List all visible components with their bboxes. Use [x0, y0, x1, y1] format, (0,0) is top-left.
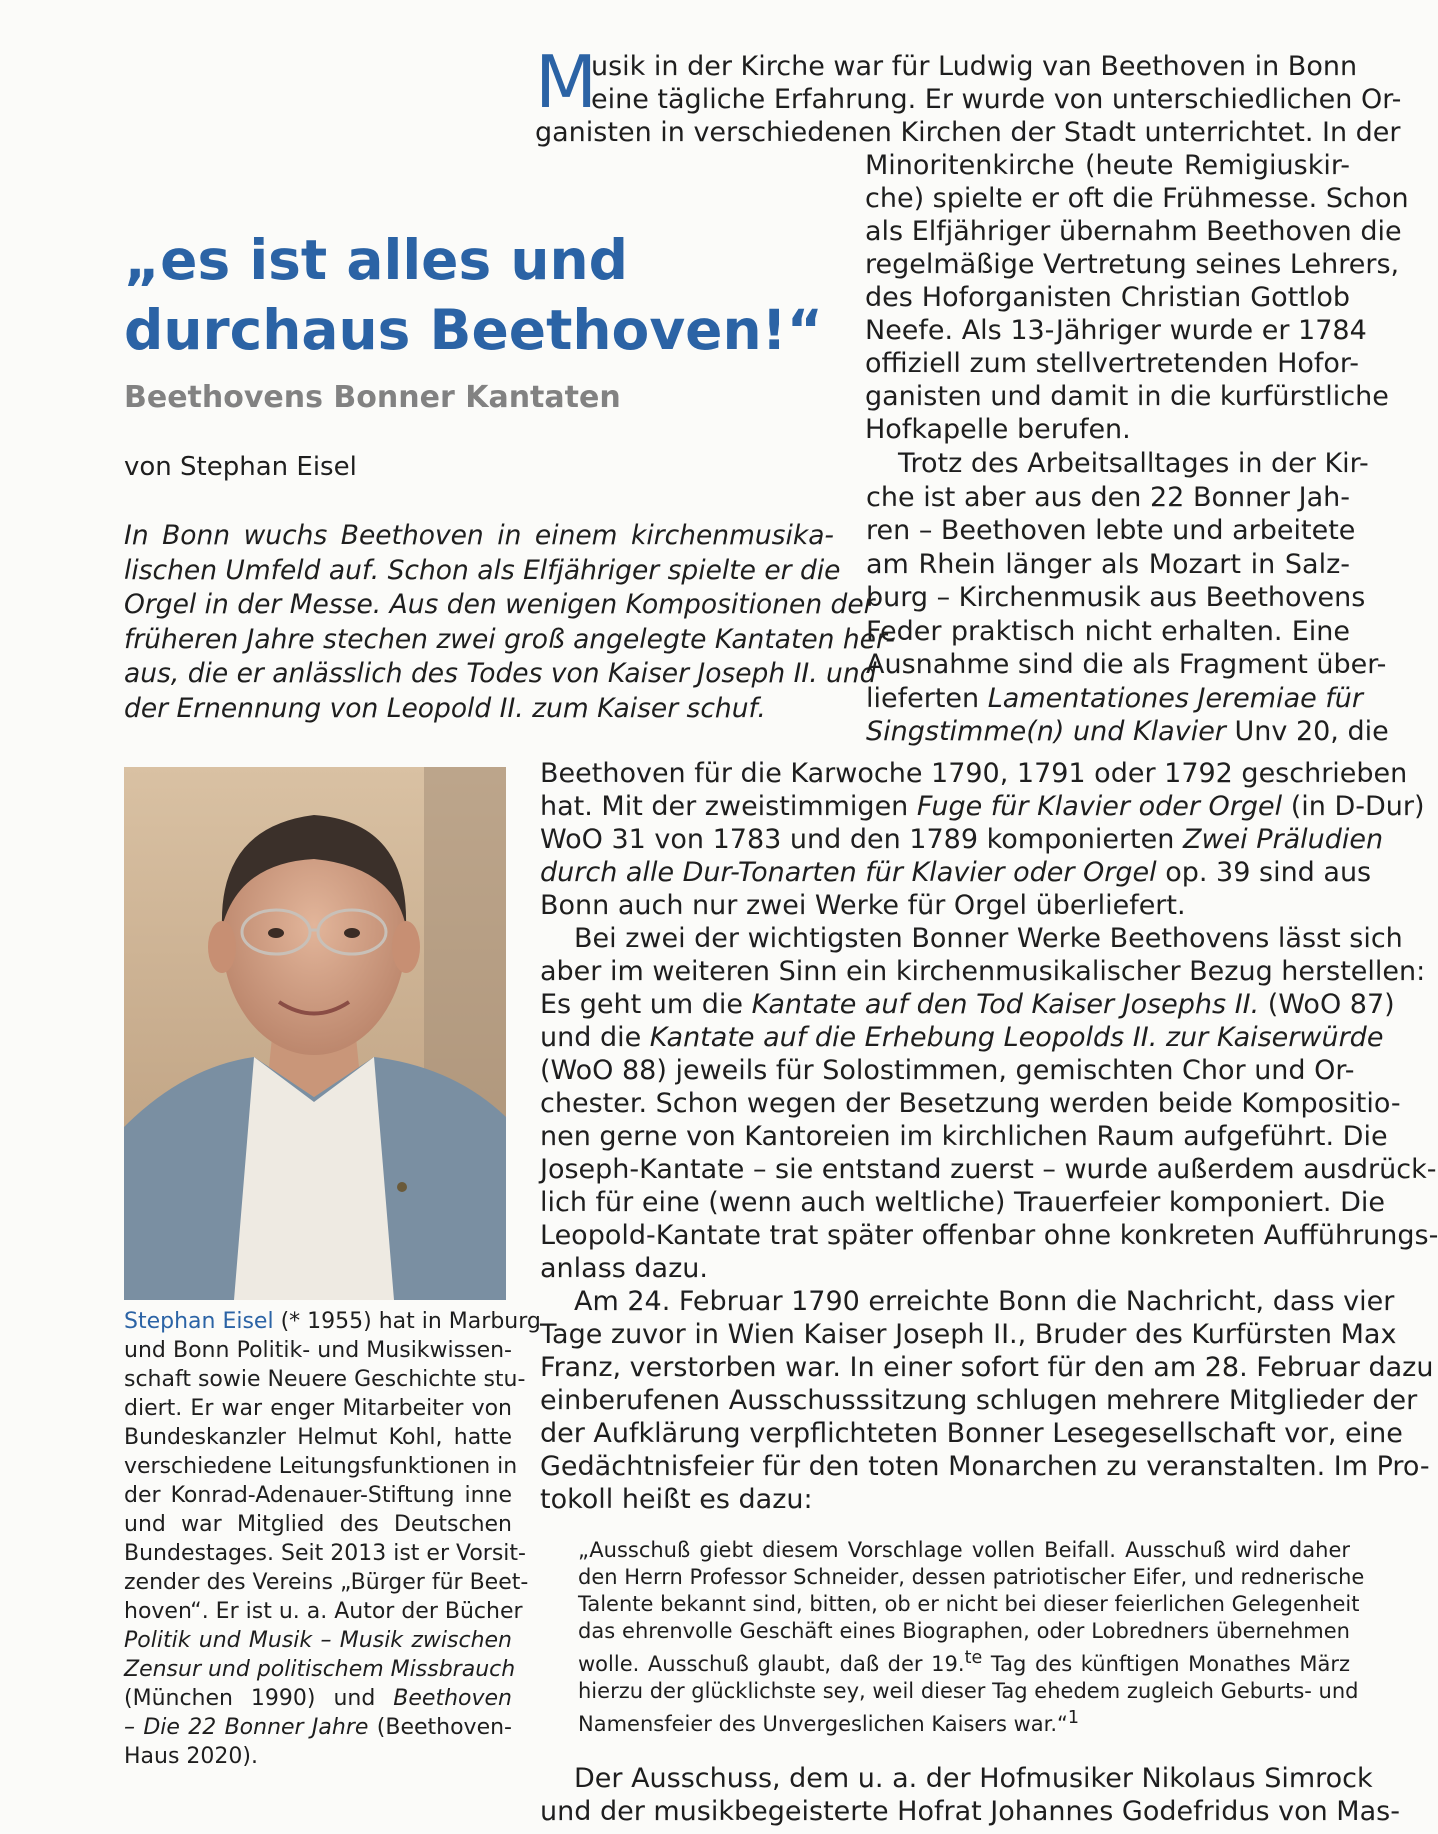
text-run: Unv 20, die — [1234, 716, 1389, 747]
text-line — [540, 823, 1384, 856]
text-line: aber im weiteren Sinn ein kirchenmusikalischer Bezug herstellen: — [540, 956, 1426, 987]
text-line: früheren Jahre stechen zwei groß angelegte Kantaten her- — [124, 623, 895, 655]
text-line: che ist aber aus den 22 Bonner Jah- — [866, 481, 1350, 513]
text-line: lich für eine (wenn auch weltliche) Trauerfeier komponiert. Die — [540, 1187, 1386, 1218]
text-line: nen gerne von Kantoreien im kirchlichen Raum aufgeführt. Die — [540, 1121, 1388, 1152]
text-line: und der musikbegeisterte Hofrat Johannes Godefridus von Mas- — [540, 1796, 1400, 1827]
text-run: (München 1990) und — [124, 1686, 376, 1711]
quote-line — [578, 1645, 1350, 1678]
text-line: anlass dazu. — [540, 1253, 708, 1284]
book-title: Politik und Musik – Musik zwischen — [124, 1628, 512, 1653]
text-line: Beethoven für die Karwoche 1790, 1791 oder 1792 geschrieben — [540, 758, 1408, 789]
text-line: am Rhein länger als Mozart in Salz- — [866, 548, 1350, 580]
text-line: Am 24. Februar 1790 erreichte Bonn die Nachricht, dass vier — [574, 1286, 1395, 1317]
text-line: zender des Vereins „Bürger für Beet- — [124, 1570, 529, 1595]
quote-line: den Herrn Professor Schneider, dessen patriotischer Eifer, und rednerische — [578, 1565, 1365, 1589]
text-line: ren – Beethoven lebte und arbeitete — [866, 515, 1356, 546]
byline: von Stephan Eisel — [124, 452, 357, 482]
text-line — [540, 988, 1395, 1021]
text-line: Minoritenkirche (heute Remigiuskir- — [865, 150, 1350, 181]
text-run: Namensfeier des Unvergeslichen Kaisers war.“ — [578, 1712, 1068, 1736]
closing-text — [540, 1762, 1400, 1828]
text-run: lieferten — [866, 682, 980, 714]
text-line: eine tägliche Erfahrung. Er wurde von unterschiedlichen Or- — [591, 84, 1402, 115]
text-line: Neefe. Als 13-Jähriger wurde er 1784 — [865, 315, 1367, 346]
text-line: Bei zwei der wichtigsten Bonner Werke Beethovens lässt sich — [574, 923, 1403, 954]
text-line: tokoll heißt es dazu: — [540, 1484, 813, 1515]
text-line: der Aufklärung verpflichteten Bonner Lesegesellschaft vor, eine — [540, 1418, 1403, 1449]
text-run: wolle. Ausschuß glaubt, daß der 19. — [578, 1652, 965, 1676]
text-run: (in D-Dur) — [1282, 791, 1425, 822]
text-line: hoven“. Er ist u. a. Autor der Bücher — [124, 1599, 523, 1624]
intro-narrow-lines — [865, 149, 1409, 446]
text-line: (WoO 88) jeweils für Solostimmen, gemischten Chor und Or- — [540, 1055, 1355, 1086]
text-line: und war Mitglied des Deutschen — [124, 1512, 512, 1537]
text-line — [866, 715, 1389, 749]
text-line — [540, 790, 1425, 823]
text-line: Leopold-Kantate trat später offenbar ohne konkreten Aufführungs- — [540, 1220, 1438, 1251]
text-line: einberufenen Ausschusssitzung schlugen mehrere Mitglieder der — [540, 1385, 1418, 1416]
text-line: verschiedene Leitungsfunktionen in — [124, 1454, 518, 1479]
text-line: Der Ausschuss, dem u. a. der Hofmusiker Nikolaus Simrock — [574, 1763, 1373, 1794]
text-line: ganisten und damit in die kurfürstliche — [865, 381, 1389, 412]
text-line: Bundeskanzler Helmut Kohl, hatte — [124, 1425, 512, 1450]
text-line: ganisten in verschiedenen Kirchen der Stadt unterrichtet. In der — [535, 117, 1401, 148]
text-line: lischen Umfeld auf. Schon als Elfjähriger spielte er die — [124, 554, 841, 586]
quote-line: „Ausschuß giebt diesem Vorschlage vollen Beifall. Ausschuß wird daher — [578, 1538, 1350, 1562]
text-run: Es geht um die — [540, 989, 752, 1020]
text-run: hat. Mit der zweistimmigen — [540, 791, 917, 822]
main-text — [540, 757, 1438, 1516]
abstract — [124, 519, 895, 726]
text-line: Gedächtnisfeier für den toten Monarchen zu veranstalten. Im Pro- — [540, 1451, 1430, 1482]
work-title: Kantate auf die Erhebung Leopolds II. zur Kaiserwürde — [649, 1022, 1384, 1053]
text-line: Bundestages. Seit 2013 ist er Vorsit- — [124, 1541, 526, 1566]
quote-line: hierzu der glücklichste sey, weil dieser Tag ehedem zugleich Geburts- und — [578, 1679, 1359, 1703]
text-line: aus, die er anlässlich des Todes von Kaiser Joseph II. und — [124, 658, 877, 689]
text-line: der Ernennung von Leopold II. zum Kaiser schuf. — [124, 692, 766, 724]
text-line: Ausnahme sind die als Fragment über- — [866, 649, 1387, 680]
work-title: Singstimme(n) und Klavier — [866, 716, 1226, 747]
work-title: Kantate auf den Tod Kaiser Josephs II. — [751, 989, 1260, 1020]
text-line: che) spielte er oft die Frühmesse. Schon — [865, 183, 1409, 214]
text-line: Tage zuvor in Wien Kaiser Joseph II., Bruder des Kurfürsten Max — [540, 1319, 1397, 1350]
article-subtitle: Beethovens Bonner Kantaten — [124, 380, 621, 415]
text-line: In Bonn wuchs Beethoven in einem kirchenmusika- — [124, 520, 834, 551]
text-run: (WoO 87) — [1259, 989, 1395, 1020]
text-line: und Bonn Politik- und Musikwissen- — [124, 1338, 512, 1363]
text-line: Joseph-Kantate – sie entstand zuerst – wurde außerdem ausdrück- — [540, 1154, 1437, 1185]
quote-line: das ehrenvolle Geschäft eines Biographen, oder Lobredners übernehmen — [578, 1619, 1350, 1643]
text-line: der Konrad-Adenauer-Stiftung inne — [124, 1483, 512, 1508]
text-run: (Beethoven- — [368, 1715, 512, 1740]
text-run: WoO 31 von 1783 und den 1789 komponierten — [540, 824, 1183, 855]
text-line: chester. Schon wegen der Besetzung werden beide Kompositio- — [540, 1088, 1401, 1119]
footnote-marker[interactable]: 1 — [1067, 1708, 1080, 1728]
text-run: Tag des künftigen Monathes März — [982, 1652, 1350, 1676]
book-title: Zensur und politischem Missbrauch — [124, 1657, 516, 1682]
text-line — [540, 1021, 1384, 1054]
text-line: Hofkapelle berufen. — [865, 414, 1131, 445]
caption-name: Stephan Eisel — [124, 1309, 274, 1334]
book-title: Beethoven — [393, 1686, 512, 1711]
right-column-text — [866, 447, 1389, 749]
work-title: durch alle Dur-Tonarten für Klavier oder Orgel — [540, 857, 1157, 888]
photo-caption — [124, 1307, 541, 1771]
text-line: als Elfjähriger übernahm Beethoven die — [865, 216, 1402, 247]
text-line: diert. Er war enger Mitarbeiter von — [124, 1396, 512, 1421]
text-line: regelmäßige Vertretung seines Lehrers, — [865, 249, 1400, 280]
block-quote — [578, 1537, 1365, 1738]
quote-line: Talente bekannt sind, bitten, ob er nicht bei dieser feierlichen Gelegenheit — [578, 1592, 1360, 1616]
text-line — [124, 1713, 512, 1742]
text-line: usik in der Kirche war für Ludwig van Beethoven in Bonn — [591, 51, 1358, 82]
ordinal-suffix: te — [964, 1648, 983, 1668]
text-line: burg – Kirchenmusik aus Beethovens — [866, 582, 1366, 613]
text-run: (* 1955) hat in Marburg — [273, 1309, 541, 1334]
text-line — [124, 1684, 512, 1713]
text-line: Feder praktisch nicht erhalten. Eine — [866, 615, 1350, 647]
book-title: – Die 22 Bonner Jahre — [124, 1715, 369, 1740]
text-line: schaft sowie Neuere Geschichte stu- — [124, 1367, 526, 1392]
drop-cap: M — [535, 40, 598, 124]
text-line: Bonn auch nur zwei Werke für Orgel überliefert. — [540, 890, 1186, 921]
work-title: Fuge für Klavier oder Orgel — [916, 791, 1283, 822]
text-line — [866, 682, 1364, 716]
text-line: Orgel in der Messe. Aus den wenigen Kompositionen der — [124, 589, 875, 620]
text-line: des Hoforganisten Christian Gottlob — [865, 282, 1350, 313]
text-line: Trotz des Arbeitsalltages in der Kir- — [898, 448, 1369, 479]
work-title: Lamentationes Jeremiae für — [987, 682, 1364, 714]
text-run: op. 39 sind aus — [1156, 857, 1372, 888]
text-line — [124, 1307, 541, 1336]
intro-wide-lines — [535, 40, 1402, 149]
text-line — [540, 856, 1372, 889]
text-line: offiziell zum stellvertretenden Hofor- — [865, 348, 1360, 379]
text-line: Haus 2020). — [124, 1744, 258, 1769]
article-title: „es ist alles und durchaus Beethoven!“ — [124, 228, 823, 362]
text-run: und die — [540, 1022, 650, 1053]
quote-line — [578, 1705, 1350, 1738]
author-photo — [124, 767, 506, 1300]
text-line: Franz, verstorben war. In einer sofort für den am 28. Februar dazu — [540, 1352, 1434, 1383]
work-title: Zwei Präludien — [1182, 824, 1384, 855]
